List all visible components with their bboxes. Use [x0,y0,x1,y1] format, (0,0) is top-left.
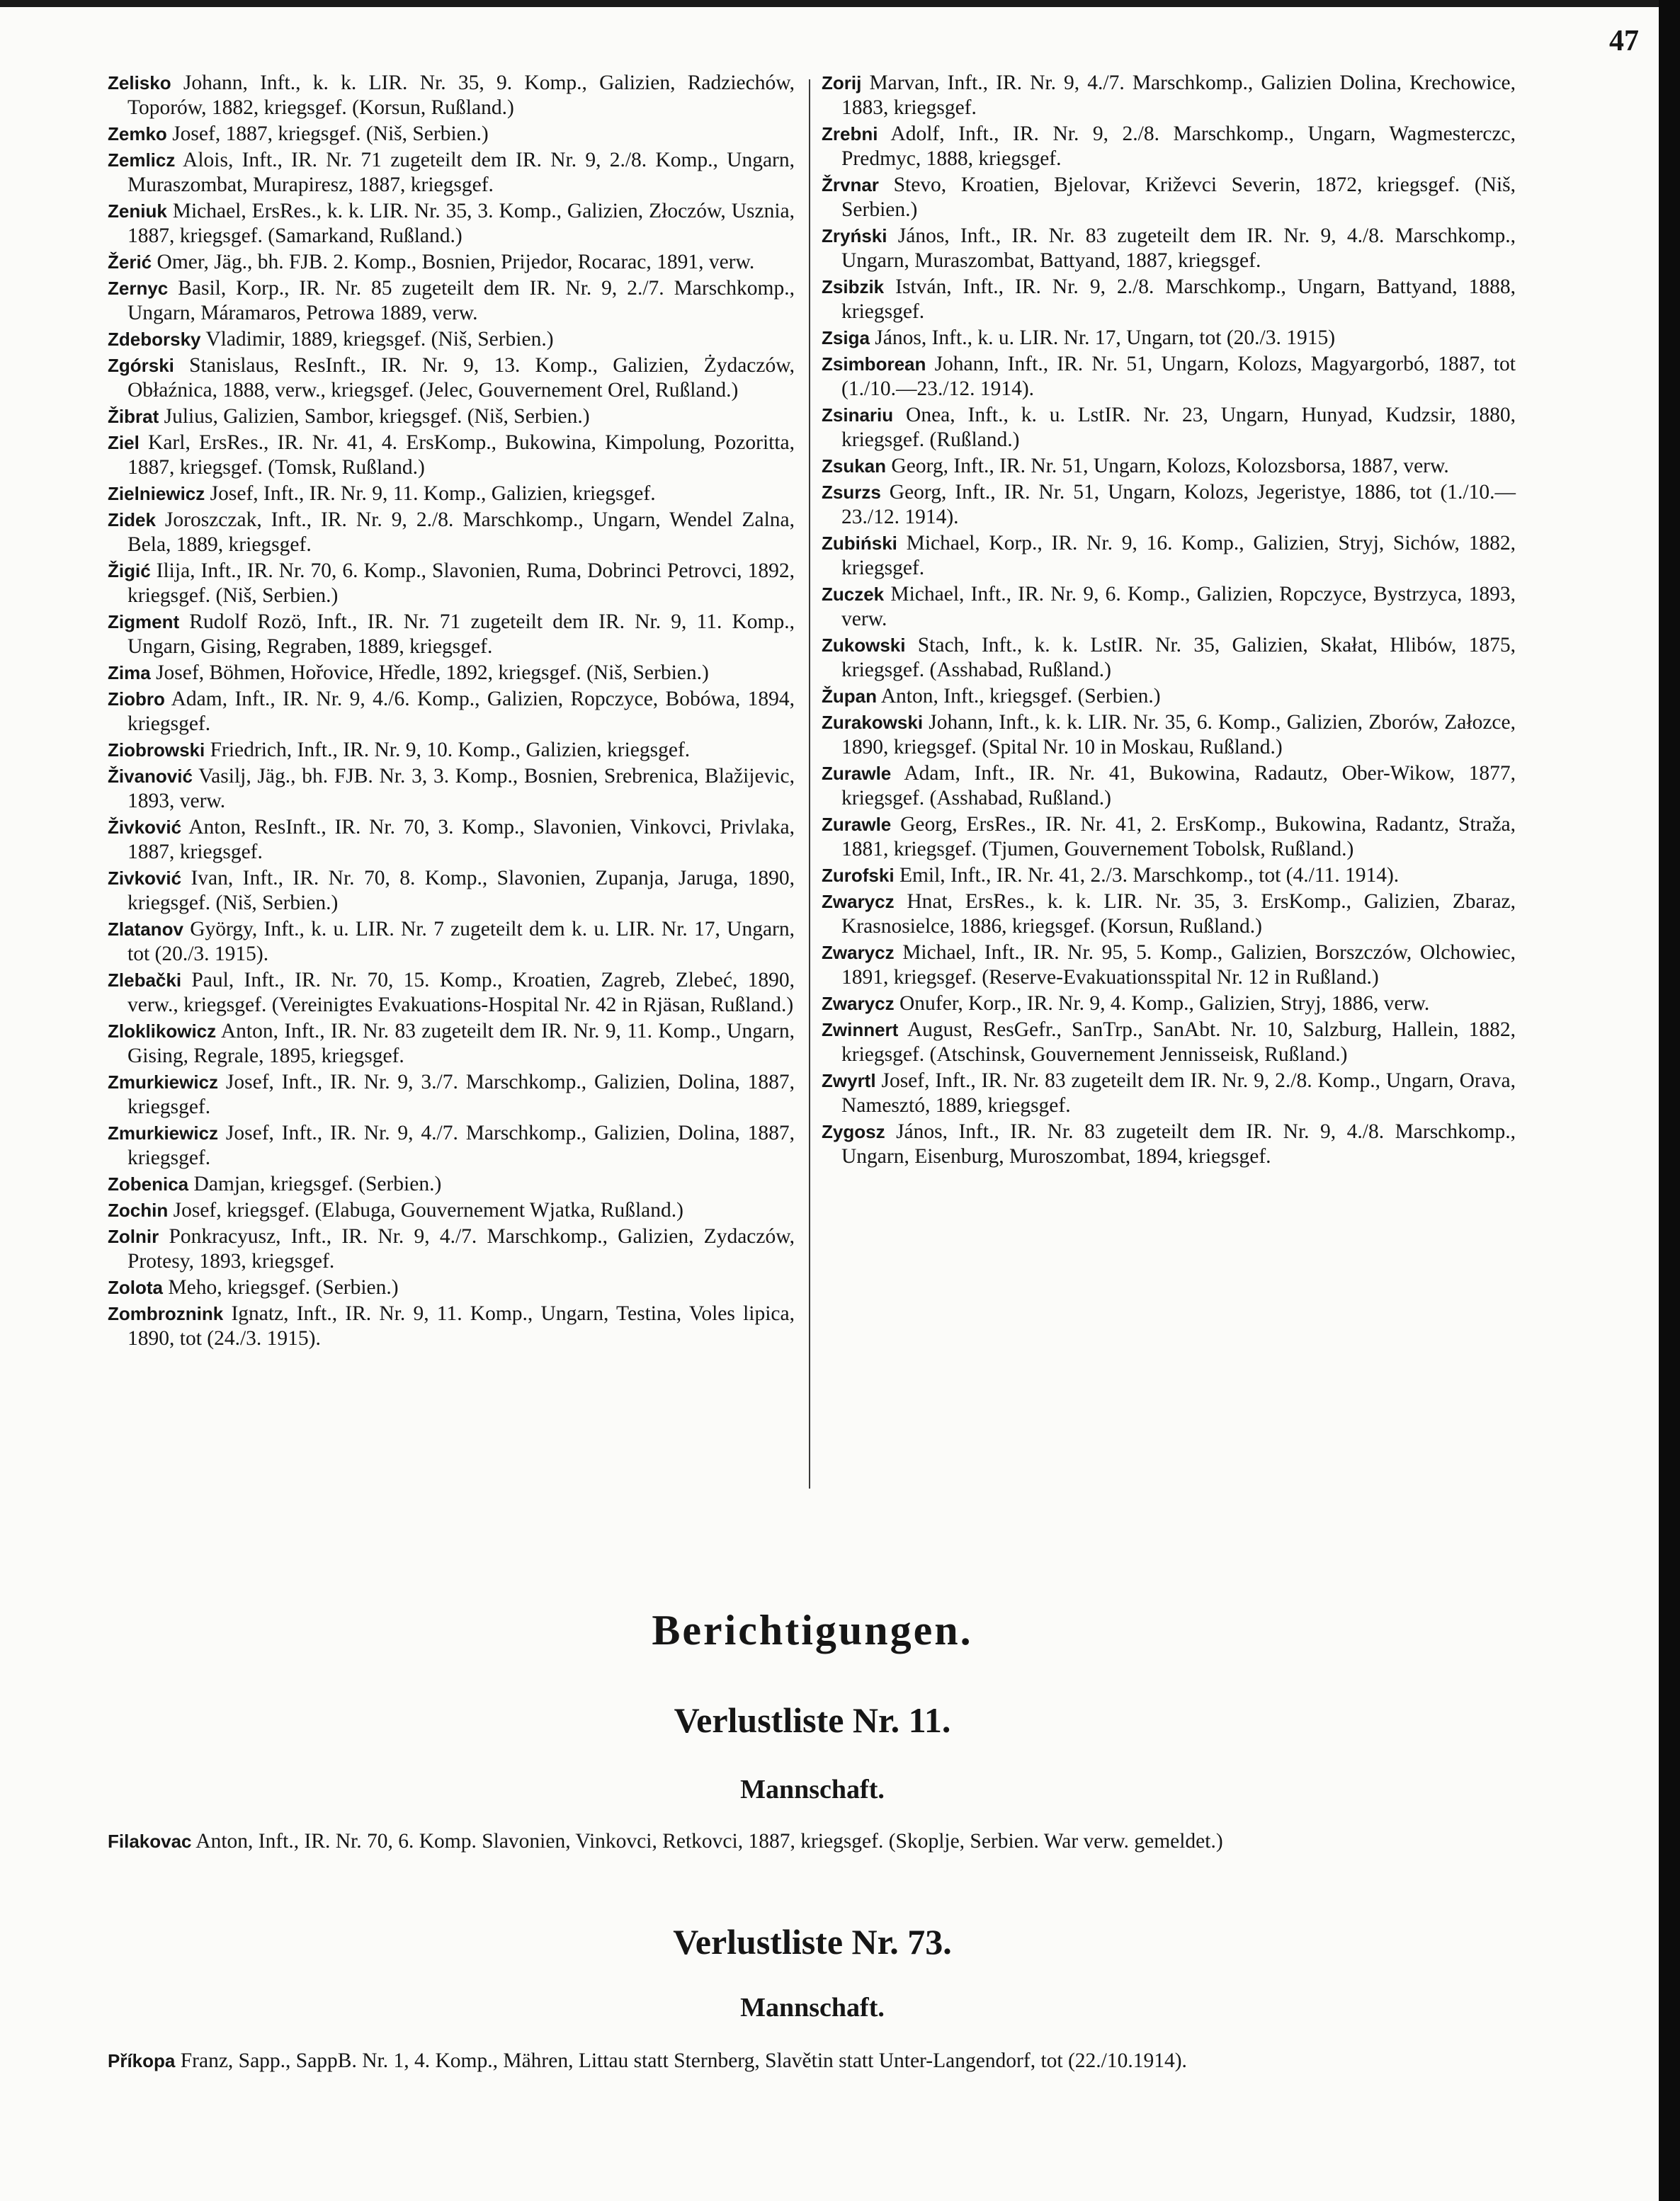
casualty-entry [108,1224,795,1274]
casualty-entry [822,1018,1516,1067]
entry-name: Živanović [108,766,193,787]
casualty-entry [822,224,1516,273]
entry-text: Ignatz, Inft., IR. Nr. 9, 11. Komp., Ungarn, Testina, Voles lipica, 1890, tot (24./3. 1915). [127,1302,795,1350]
entry-name: Ziobro [108,688,165,710]
entry-text: August, ResGefr., SanTrp., SanAbt. Nr. 10, Salzburg, Hallein, 1882, kriegsgef. (Atschinsk, Gouvernement Jennisseisk, Rußland.) [841,1018,1516,1066]
entry-text: Anton, Inft., IR. Nr. 70, 6. Komp. Slavonien, Vinkovci, Retkovci, 1887, kriegsgef. (Skoplje, Serbien. War verw. gemeldet.) [195,1830,1223,1853]
casualty-entry [822,531,1516,581]
casualty-entry [822,1120,1516,1169]
entry-name: Zdeborsky [108,329,201,350]
casualty-entry [822,710,1516,760]
casualty-entry [822,173,1516,222]
entry-name: Zwarycz [822,942,895,963]
entry-text: Franz, Sapp., SappB. Nr. 1, 4. Komp., Mähren, Littau statt Sternberg, Slavětin statt Unter-Langendorf, tot (22./10.1914). [180,2049,1187,2072]
entry-name: Zemko [108,123,167,144]
entry-text: Josef, Inft., IR. Nr. 9, 3./7. Marschkomp., Galizien, Dolina, 1887, kriegsgef. [127,1071,795,1118]
entry-name: Zuczek [822,584,885,605]
casualty-entry [822,454,1516,479]
entry-text: Friedrich, Inft., IR. Nr. 9, 10. Komp., Galizien, kriegsgef. [210,739,691,761]
casualty-entry [108,482,795,506]
casualty-entry [108,1198,795,1223]
entry-name: Zurakowski [822,712,924,733]
entry-name: Žibrat [108,406,159,427]
entry-name: Zurawle [822,814,892,835]
entry-name: Zolota [108,1277,163,1298]
entry-text: Michael, Inft., IR. Nr. 95, 5. Komp., Galizien, Borszczów, Olchowiec, 1891, kriegsgef. (Reserve-Evakuationsspital Nr. 12 in Rußland.) [841,941,1516,989]
casualty-entry [822,352,1516,402]
entry-text: Stanislaus, ResInft., IR. Nr. 9, 13. Komp., Galizien, Żydaczów, Obłaźnica, 1888, verw., kriegsgef. (Jelec, Gouvernement Orel, Rußland.) [127,354,795,402]
casualty-entry [822,761,1516,811]
entry-name: Žerić [108,251,152,273]
entry-text: Johann, Inft., IR. Nr. 51, Ungarn, Kolozs, Magyargorbó, 1887, tot (1./10.—23./12. 1914). [841,353,1516,400]
entry-text: Stevo, Kroatien, Bjelovar, Križevci Severin, 1872, kriegsgef. (Niš, Serbien.) [841,174,1516,221]
entry-name: Zryński [822,225,887,246]
casualty-entry [108,71,795,120]
entry-text: Rudolf Rozö, Inft., IR. Nr. 71 zugeteilt dem IR. Nr. 9, 11. Komp., Ungarn, Gising, Regraben, 1889, kriegsgef. [127,610,795,658]
entry-text: Johann, Inft., k. k. LIR. Nr. 35, 9. Komp., Galizien, Radziechów, Toporów, 1882, kriegsgef. (Korsun, Rußland.) [127,72,795,119]
entry-name: Zsimborean [822,353,926,375]
entry-name: Zobenica [108,1173,189,1195]
entry-text: Joroszczak, Inft., IR. Nr. 9, 2./8. Marschkomp., Ungarn, Wendel Zalna, Bela, 1889, kriegsgef. [127,508,795,556]
casualty-entry [108,968,795,1018]
entry-name: Zielniewicz [108,483,205,504]
casualty-entry [108,559,795,608]
entry-text: János, Inft., IR. Nr. 83 zugeteilt dem IR. Nr. 9, 4./8. Marschkomp., Ungarn, Eisenburg, Muroszombat, 1894, kriegsgef. [841,1120,1516,1168]
entry-name: Zochin [108,1200,169,1221]
entry-text: Anton, Inft., kriegsgef. (Serbien.) [880,685,1161,707]
entry-text: Vasilj, Jäg., bh. FJB. Nr. 3, 3. Komp., Bosnien, Srebrenica, Blažijevic, 1893, verw. [127,765,795,812]
right-column [822,71,1516,1171]
list-73-heading: Verlustliste Nr. 73. [673,1922,952,1962]
entry-name: Zombroznink [108,1303,224,1324]
entry-name: Zivković [108,868,182,889]
entry-name: Zukowski [822,635,906,656]
casualty-entry [108,738,795,763]
entry-name: Zurawle [822,763,892,784]
casualty-entry [108,1121,795,1171]
entry-text: Josef, 1887, kriegsgef. (Niš, Serbien.) [172,123,489,145]
casualty-entry [108,431,795,480]
casualty-entry [822,684,1516,709]
column-divider [809,79,810,1489]
casualty-entry [108,917,795,967]
casualty-entry [108,122,795,147]
entry-text: Stach, Inft., k. k. LstIR. Nr. 35, Galizien, Skałat, Hlibów, 1875, kriegsgef. (Asshabad, Rußland.) [841,634,1516,681]
entry-text: Emil, Inft., IR. Nr. 41, 2./3. Marschkomp., tot (4./11. 1914). [899,864,1400,887]
casualty-entry [822,275,1516,324]
entry-name: Zwyrtl [822,1070,876,1091]
entry-text: Omer, Jäg., bh. FJB. 2. Komp., Bosnien, Prijedor, Rocarac, 1891, verw. [157,251,755,273]
page-number: 47 [1609,25,1639,57]
entry-text: Georg, Inft., IR. Nr. 51, Ungarn, Kolozs, Jegeristye, 1886, tot (1./10.—23./12. 1914). [841,481,1516,528]
entry-text: Hnat, ErsRes., k. k. LIR. Nr. 35, 3. ErsKomp., Galizien, Zbaraz, Krasnosielce, 1886, kriegsgef. (Korsun, Rußland.) [841,890,1516,938]
entry-text: János, Inft., k. u. LIR. Nr. 17, Ungarn, tot (20./3. 1915) [875,326,1336,349]
list-73-subheading: Mannschaft. [740,1993,885,2023]
entry-text: Ilija, Inft., IR. Nr. 70, 6. Komp., Slavonien, Ruma, Dobrinci Petrovci, 1892, kriegsgef. (Niš, Serbien.) [127,559,795,607]
casualty-entry [108,353,795,403]
entry-text: Alois, Inft., IR. Nr. 71 zugeteilt dem IR. Nr. 9, 2./8. Komp., Ungarn, Muraszombat, Murapiresz, 1887, kriegsgef. [127,149,795,196]
entry-text: Marvan, Inft., IR. Nr. 9, 4./7. Marschkomp., Galizien Dolina, Krechowice, 1883, kriegsgef. [841,72,1516,119]
casualty-entry [108,508,795,557]
casualty-entry [108,1070,795,1120]
entry-name: Zrebni [822,123,878,144]
casualty-entry [822,633,1516,683]
casualty-entry [108,250,795,275]
scan-border-top [0,0,1680,7]
entry-text: Georg, ErsRes., IR. Nr. 41, 2. ErsKomp., Bukowina, Radantz, Straža, 1881, kriegsgef. (Tjumen, Gouvernement Tobolsk, Rußland.) [841,813,1516,860]
entry-name: Zwarycz [822,891,895,912]
entry-name: Zemlicz [108,149,176,171]
entry-name: Zlatanov [108,918,183,940]
entry-name: Žrvnar [822,174,879,195]
entry-text: Paul, Inft., IR. Nr. 70, 15. Komp., Kroatien, Zagreb, Zlebeć, 1890, verw., kriegsgef. (Vereinigtes Evakuations-Hospital Nr. 42 in Rjäsan, Rußland.) [127,969,795,1016]
entry-text: Johann, Inft., k. k. LIR. Nr. 35, 6. Komp., Galizien, Zborów, Załozce, 1890, kriegsgef. (Spital Nr. 10 in Moskau, Rußland.) [841,711,1516,758]
casualty-entry [822,863,1516,888]
entry-text: Ponkracyusz, Inft., IR. Nr. 9, 4./7. Marschkomp., Galizien, Zydaczów, Protesy, 1893, kriegsgef. [127,1225,795,1273]
entry-text: György, Inft., k. u. LIR. Nr. 7 zugeteilt dem k. u. LIR. Nr. 17, Ungarn, tot (20./3. 1915). [127,918,795,965]
entry-name: Zloklikowicz [108,1020,217,1042]
entry-text: Georg, Inft., IR. Nr. 51, Ungarn, Kolozs, Kolozsborsa, 1887, verw. [891,455,1449,477]
casualty-entry [822,403,1516,453]
casualty-entry [822,326,1516,351]
casualty-entry [108,687,795,736]
entry-name: Zsibzik [822,276,885,297]
entry-name: Příkopa [108,2050,176,2071]
casualty-entry [108,327,795,352]
casualty-entry [822,812,1516,862]
entry-name: Zsukan [822,455,887,477]
entry-name: Zigment [108,611,180,632]
entry-text: Adam, Inft., IR. Nr. 9, 4./6. Komp., Galizien, Ropczyce, Bobówa, 1894, kriegsgef. [127,688,795,735]
casualty-entry [108,1302,795,1351]
entry-name: Zidek [108,509,156,530]
entry-name: Ziel [108,432,140,453]
entry-text: Adolf, Inft., IR. Nr. 9, 2./8. Marschkomp., Ungarn, Wagmesterczc, Predmyc, 1888, kriegsgef. [841,123,1516,170]
casualty-entry [822,991,1516,1016]
entry-text: Josef, Inft., IR. Nr. 83 zugeteilt dem IR. Nr. 9, 2./8. Komp., Ungarn, Orava, Namesztó, 1889, kriegsgef. [841,1069,1516,1117]
entry-name: Živković [108,817,182,838]
entry-name: Zima [108,662,151,683]
entry-name: Zmurkiewicz [108,1071,219,1093]
casualty-entry [108,661,795,686]
entry-text: Michael, Inft., IR. Nr. 9, 6. Komp., Galizien, Ropczyce, Bystrzyca, 1893, verw. [841,583,1516,630]
casualty-entry [108,148,795,198]
casualty-entry [822,122,1516,171]
entry-name: Zurofski [822,865,895,886]
list-11-heading: Verlustliste Nr. 11. [674,1700,951,1740]
casualty-entry [108,866,795,916]
entry-text: István, Inft., IR. Nr. 9, 2./8. Marschkomp., Ungarn, Battyand, 1888, kriegsgef. [841,275,1516,323]
casualty-entry [108,1275,795,1300]
entry-name: Zelisko [108,72,171,93]
casualty-entry [108,199,795,249]
entry-text: Anton, ResInft., IR. Nr. 70, 3. Komp., Slavonien, Vinkovci, Privlaka, 1887, kriegsgef. [127,816,795,863]
entry-text: Josef, kriegsgef. (Elabuga, Gouvernement Wjatka, Rußland.) [173,1199,683,1222]
casualty-entry [108,764,795,814]
entry-name: Zsurzs [822,482,881,503]
entry-text: Josef, Inft., IR. Nr. 9, 4./7. Marschkomp., Galizien, Dolina, 1887, kriegsgef. [127,1122,795,1169]
entry-name: Zsiga [822,327,870,348]
casualty-entry [108,815,795,865]
entry-name: Zubiński [822,533,897,554]
entry-name: Zmurkiewicz [108,1122,219,1144]
casualty-entry [108,1172,795,1197]
entry-name: Zygosz [822,1121,885,1142]
entry-name: Zwinnert [822,1019,899,1040]
casualty-entry [822,889,1516,939]
entry-text: Josef, Inft., IR. Nr. 9, 11. Komp., Galizien, kriegsgef. [210,482,656,505]
left-column [108,71,795,1353]
entry-name: Zeniuk [108,200,167,222]
casualty-entry [822,940,1516,990]
entry-text: Onufer, Korp., IR. Nr. 9, 4. Komp., Galizien, Stryj, 1886, verw. [899,992,1430,1015]
casualty-entry [108,404,795,429]
casualty-entry [108,610,795,659]
entry-name: Zsinariu [822,404,894,426]
scan-border-right [1659,0,1680,2201]
entry-name: Zorij [822,72,862,93]
entry-name: Ziobrowski [108,739,205,761]
entry-name: Zwarycz [822,993,895,1014]
entry-name: Zgórski [108,355,174,376]
entry-name: Zernyc [108,278,169,299]
entry-text: Anton, Inft., IR. Nr. 83 zugeteilt dem IR. Nr. 9, 11. Komp., Ungarn, Gising, Regrale, 1895, kriegsgef. [127,1020,795,1067]
casualty-entry [822,1069,1516,1118]
entry-text: Michael, ErsRes., k. k. LIR. Nr. 35, 3. Komp., Galizien, Złoczów, Usznia, 1887, kriegsgef. (Samarkand, Rußland.) [127,200,795,247]
entry-text: Julius, Galizien, Sambor, kriegsgef. (Niš, Serbien.) [164,405,590,428]
entry-text: János, Inft., IR. Nr. 83 zugeteilt dem IR. Nr. 9, 4./8. Marschkomp., Ungarn, Muraszombat, Battyand, 1887, kriegsgef. [841,224,1516,272]
entry-text: Josef, Böhmen, Hořovice, Hředle, 1892, kriegsgef. (Niš, Serbien.) [156,661,709,684]
casualty-entry [108,276,795,326]
entry-text: Meho, kriegsgef. (Serbien.) [168,1276,399,1299]
entry-text: Vladimir, 1889, kriegsgef. (Niš, Serbien.) [205,328,554,351]
entry-text: Ivan, Inft., IR. Nr. 70, 8. Komp., Slavonien, Zupanja, Jaruga, 1890, kriegsgef. (Niš, Serbien.) [127,867,795,914]
entry-name: Zolnir [108,1226,159,1247]
entry-text: Adam, Inft., IR. Nr. 41, Bukowina, Radautz, Ober-Wikow, 1877, kriegsgef. (Asshabad, Rußland.) [841,762,1516,809]
correction-entry-prikopa [108,2049,1517,2074]
casualty-entry [108,1019,795,1069]
casualty-entry [822,582,1516,632]
correction-entry-filakovac [108,1829,1537,1854]
corrections-heading: Berichtigungen. [652,1607,973,1654]
entry-name: Žigić [108,560,151,581]
casualty-entry [822,480,1516,530]
entry-text: Michael, Korp., IR. Nr. 9, 16. Komp., Galizien, Stryj, Sichów, 1882, kriegsgef. [841,532,1516,579]
entry-name: Filakovac [108,1831,192,1852]
casualty-entry [822,71,1516,120]
entry-name: Zlebački [108,969,182,991]
entry-name: Župan [822,686,877,707]
entry-text: Damjan, kriegsgef. (Serbien.) [193,1173,442,1195]
list-11-subheading: Mannschaft. [740,1775,885,1804]
entry-text: Basil, Korp., IR. Nr. 85 zugeteilt dem IR. Nr. 9, 2./7. Marschkomp., Ungarn, Máramaros, Petrowa 1889, verw. [127,277,795,324]
entry-text: Karl, ErsRes., IR. Nr. 41, 4. ErsKomp., Bukowina, Kimpolung, Pozoritta, 1887, kriegsgef. (Tomsk, Rußland.) [127,431,795,479]
entry-text: Onea, Inft., k. u. LstIR. Nr. 23, Ungarn, Hunyad, Kudzsir, 1880, kriegsgef. (Rußland.) [841,404,1516,451]
